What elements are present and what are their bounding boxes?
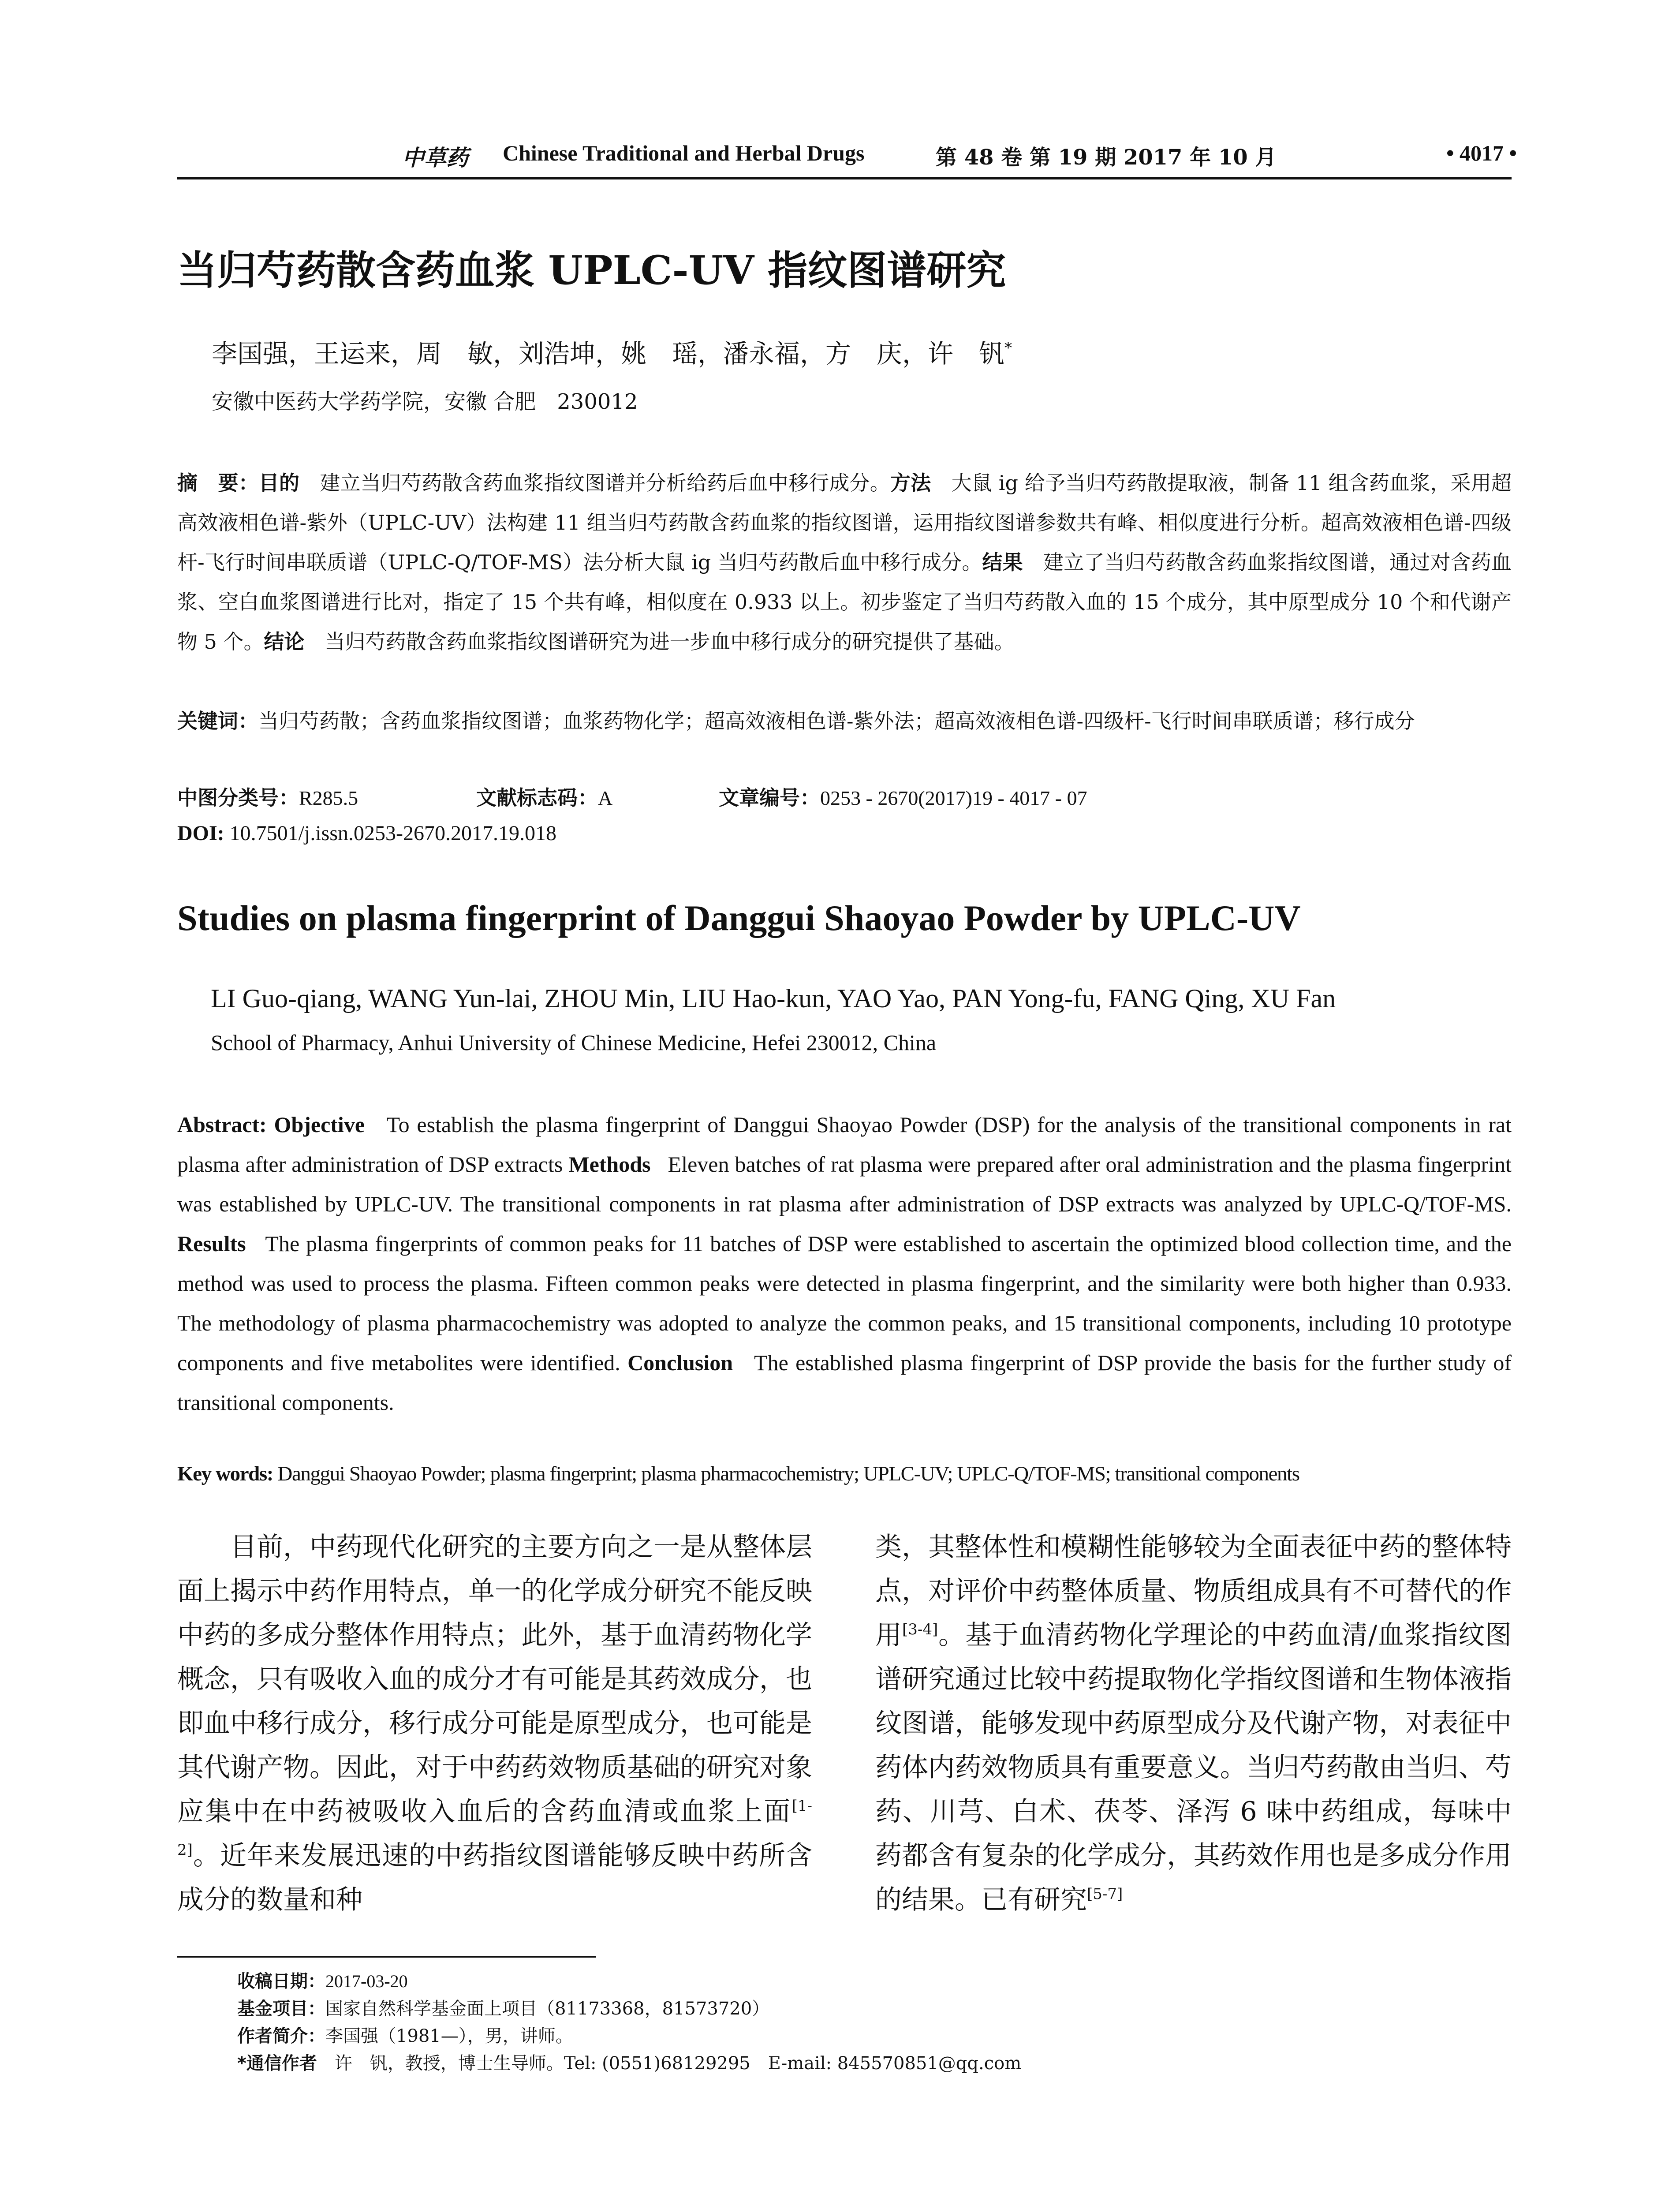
keywords-en: [177, 1462, 1512, 1486]
corresponding-label: *通信作者: [237, 2053, 317, 2074]
issue-info: 第 48 卷 第 19 期 2017 年 10 月: [936, 145, 1277, 170]
received-label: 收稿日期：: [237, 1971, 325, 1992]
abstract-en-methods-label: Methods: [568, 1152, 651, 1177]
body-right-text-b: 。基于血清药物化学理论的中药血清/血浆指纹图谱研究通过比较中药提取物化学指纹图谱和生物体液指纹图谱，能够发现中药原型成分及代谢产物，对表征中药体内药效物质具有重要意义。当归芍药散由当归、芍药、川芎、白术、茯苓、泽泻 6 味中药组成，每味中药都含有复杂的化学成分，其药效作用也是多成分作用的结果。已有研究: [875, 1620, 1512, 1915]
page-number: • 4017 •: [1446, 141, 1517, 165]
body-left-text-a: 目前，中药现代化研究的主要方向之一是从整体层面上揭示中药作用特点，单一的化学成分研究不能反映中药的多成分整体作用特点；此外，基于血清药物化学概念，只有吸收入血的成分才有可能是其药效成分，也即血中移行成分，移行成分可能是原型成分，也可能是其代谢产物。因此，对于中药药效物质基础的研究对象应集中在中药被吸收入血后的含药血清或血浆上面: [177, 1532, 812, 1827]
footnote-received: [237, 1968, 1512, 1995]
header-rule: [177, 177, 1512, 179]
keywords-en-label: Key words:: [177, 1462, 273, 1485]
doi-line: [177, 821, 556, 845]
abstract-cn-conclusion-label: 结论: [264, 630, 305, 654]
authors-en: LI Guo-qiang, WANG Yun-lai, ZHOU Min, LIU Hao-kun, YAO Yao, PAN Yong-fu, FANG Qing, XU Fan: [211, 984, 1336, 1013]
abstract-cn: [177, 463, 1512, 662]
abstract-cn-objective: 建立当归芍药散含药血浆指纹图谱并分析给药后血中移行成分。: [320, 471, 890, 495]
abstract-cn-results-label: 结果: [982, 550, 1023, 574]
keywords-cn-label: 关键词：: [177, 709, 258, 733]
body-left-text-b: 。近年来发展迅速的中药指纹图谱能够反映中药所含成分的数量和种: [177, 1840, 812, 1915]
ref-1-2: [1-2]: [177, 1797, 812, 1859]
article-no-label: 文章编号：: [719, 786, 820, 810]
footnote-corresponding: [237, 2050, 1512, 2077]
footnotes: [237, 1968, 1512, 2077]
clc-value: R285.5: [299, 787, 358, 809]
authors-cn-text: 李国强，王运来，周 敏，刘浩坤，姚 瑶，潘永福，方 庆，许 钒: [212, 339, 1005, 369]
body-right-text-a: 类，其整体性和模糊性能够较为全面表征中药的整体特点，对评价中药整体质量、物质组成具有不可替代的作用: [875, 1532, 1512, 1651]
article-no-value: 0253 - 2670(2017)19 - 4017 - 07: [820, 787, 1087, 809]
doc-code-value: A: [598, 787, 613, 809]
article-no-group: [719, 782, 1087, 811]
title-cn: 当归芍药散含药血浆 UPLC-UV 指纹图谱研究: [177, 247, 1006, 294]
affiliation-cn: 安徽中医药大学药学院，安徽 合肥 230012: [212, 389, 638, 414]
running-header: [0, 140, 1680, 171]
doc-code-group: [476, 782, 612, 811]
abstract-cn-methods: 大鼠 ig 给予当归芍药散提取液，制备 11 组含药血浆，采用超高效液相色谱-紫外（UPLC-UV）法构建 11 组当归芍药散含药血浆的指纹图谱，运用指纹图谱参数共有峰、相似度进行分析。超高效液相色谱-四级杆-飞行时间串联质谱（UPLC-Q/TOF-MS）法分析大鼠 ig 当归芍药散后血中移行成分。: [177, 471, 1512, 574]
keywords-cn: [177, 701, 1512, 741]
fund-label: 基金项目：: [237, 1999, 325, 2019]
clc-label: 中图分类号：: [177, 786, 299, 810]
abstract-en-conclusion-label: Conclusion: [627, 1350, 733, 1375]
fund-text: 国家自然科学基金面上项目（81173368，81573720）: [325, 1999, 770, 2019]
abstract-en-methods: Eleven batches of rat plasma were prepared after oral administration and the plasma fingerprint was established by UPLC-UV. The transitional components in rat plasma after administration of DSP extracts was analyzed by UPLC-Q/TOF-MS.: [177, 1152, 1512, 1216]
bio-label: 作者简介：: [237, 2026, 325, 2046]
corresponding-text: 许 钒，教授，博士生导师。Tel: (0551)68129295 E-mail: 845570851@qq.com: [334, 2053, 1022, 2074]
abstract-cn-objective-label: 目的: [258, 471, 300, 495]
body-left-column: [177, 1525, 812, 1922]
clc-group: [177, 782, 358, 811]
keywords-en-text: Danggui Shaoyao Powder; plasma fingerprint; plasma pharmacochemistry; UPLC-UV; UPLC-Q/TOF-MS; transitional components: [277, 1462, 1299, 1485]
abstract-en-objective: To establish the plasma fingerprint of Danggui Shaoyao Powder (DSP) for the analysis of the transitional components in rat plasma after administration of DSP extracts: [177, 1112, 1512, 1177]
abstract-cn-results: 建立了当归芍药散含药血浆指纹图谱，通过对含药血浆、空白血浆图谱进行比对，指定了 15 个共有峰，相似度在 0.933 以上。初步鉴定了当归芍药散入血的 15 个成分，其中原型成分 10 个和代谢产物 5 个。: [177, 550, 1512, 654]
ref-5-7: [5-7]: [1087, 1885, 1123, 1903]
footnote-bio: [237, 2022, 1512, 2050]
journal-name-en: Chinese Traditional and Herbal Drugs: [503, 141, 865, 165]
title-en: Studies on plasma fingerprint of Danggui Shaoyao Powder by UPLC-UV: [177, 898, 1301, 938]
abstract-cn-label: 摘 要：: [177, 471, 259, 495]
body-right-column: [875, 1525, 1512, 1922]
bio-text: 李国强（1981—），男，讲师。: [325, 2026, 573, 2046]
authors-cn: [212, 333, 1012, 370]
abstract-en-results-label: Results: [177, 1231, 246, 1256]
abstract-en-objective-label: Objective: [274, 1112, 365, 1137]
abstract-en-label: Abstract:: [177, 1112, 267, 1137]
abstract-cn-methods-label: 方法: [890, 471, 931, 495]
doi-label: DOI:: [177, 822, 224, 845]
footnote-rule: [177, 1956, 596, 1958]
corresponding-mark: *: [1004, 339, 1012, 357]
keywords-cn-text: 当归芍药散；含药血浆指纹图谱；血浆药物化学；超高效液相色谱-紫外法；超高效液相色谱-四级杆-飞行时间串联质谱；移行成分: [258, 709, 1415, 733]
abstract-en: [177, 1105, 1512, 1422]
journal-name-cn: 中草药: [402, 145, 468, 171]
abstract-en-results: The plasma fingerprints of common peaks for 11 batches of DSP were established to ascertain the optimized blood collection time, and the method was used to process the plasma. Fifteen common peaks were detected in plasma fingerprint, and the similarity were both higher than 0.933. The methodology of plasma pharmacochemistry was adopted to analyze the common peaks, and 15 transitional components, including 10 prototype components and five metabolites were identified.: [177, 1231, 1512, 1375]
abstract-cn-conclusion: 当归芍药散含药血浆指纹图谱研究为进一步血中移行成分的研究提供了基础。: [325, 630, 1015, 654]
affiliation-en: School of Pharmacy, Anhui University of Chinese Medicine, Hefei 230012, China: [211, 1030, 937, 1055]
ref-3-4: [3-4]: [902, 1621, 938, 1638]
doi-value: 10.7501/j.issn.0253-2670.2017.19.018: [229, 822, 557, 845]
doc-code-label: 文献标志码：: [476, 786, 598, 810]
classification-line: [177, 782, 1512, 813]
abstract-en-conclusion: The established plasma fingerprint of DSP provide the basis for the further study of transitional components.: [177, 1350, 1512, 1415]
received-date: 2017-03-20: [325, 1971, 408, 1991]
footnote-fund: [237, 1995, 1512, 2022]
